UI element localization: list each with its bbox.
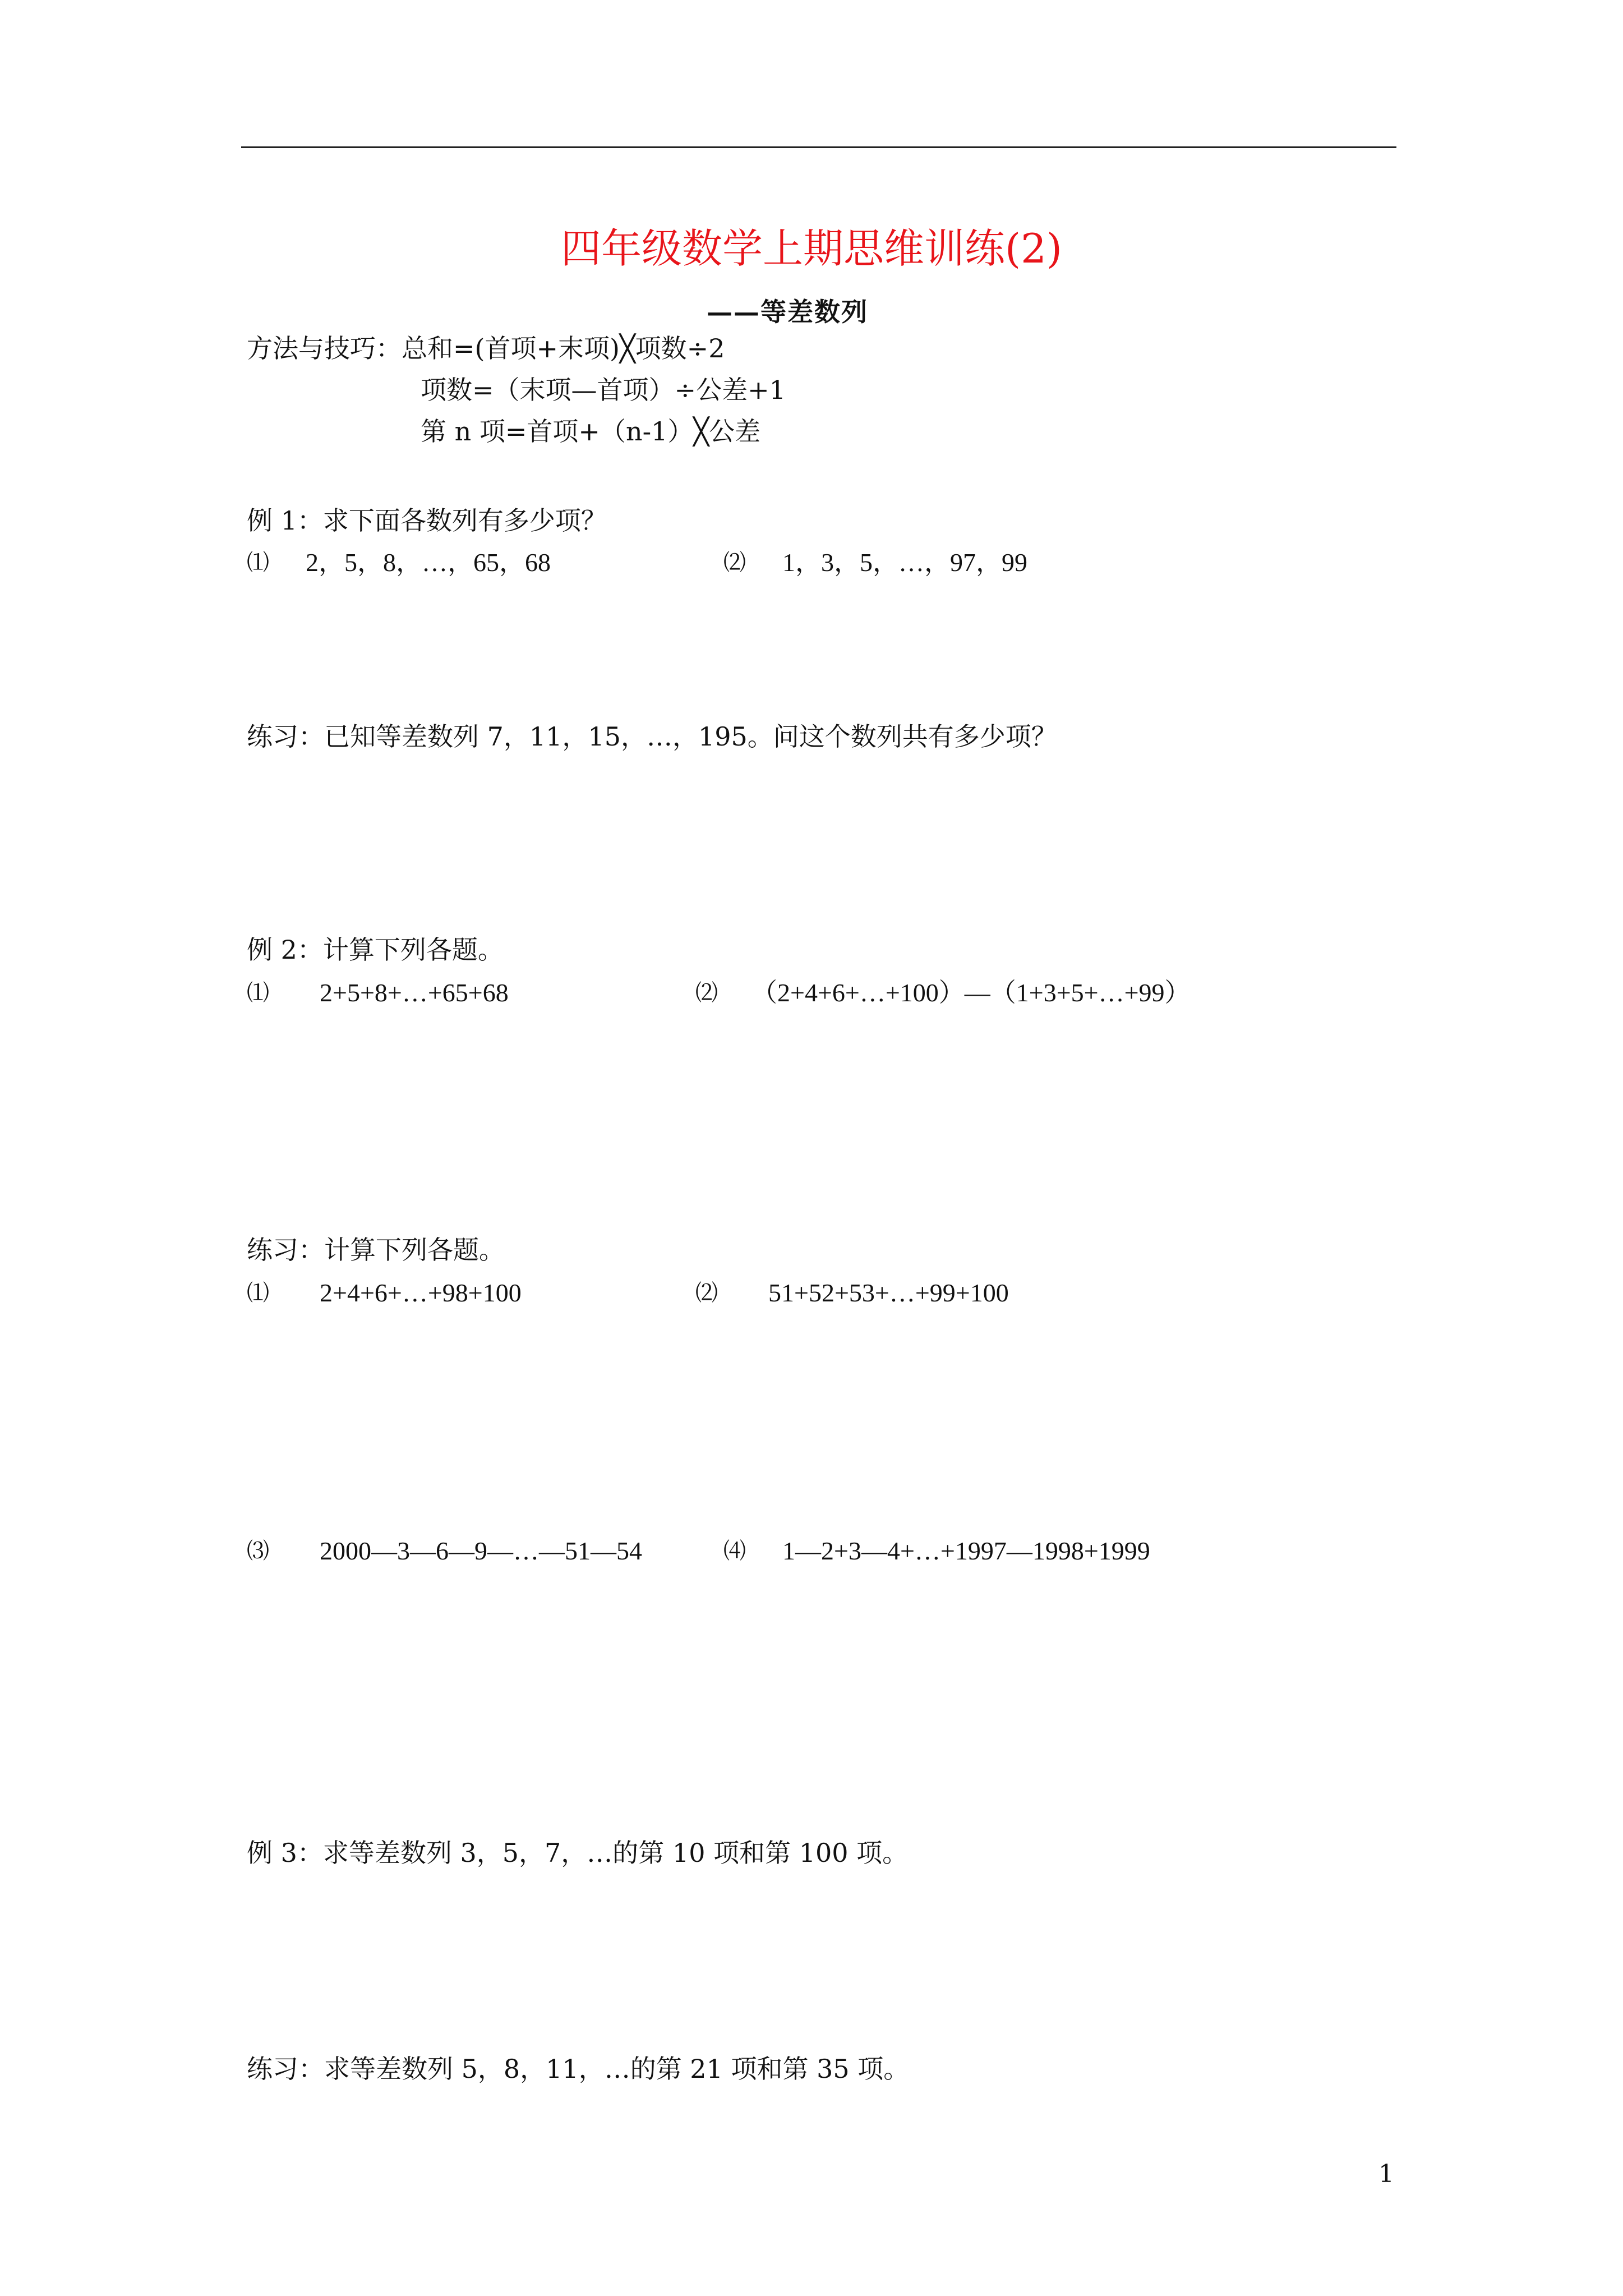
practice-3-heading: 练习：求等差数列 5，8，11，…的第 21 项和第 35 项。 — [247, 2054, 910, 2084]
example-1-heading: 例 1：求下面各数列有多少项？ — [247, 505, 607, 536]
example-2-item-1-text: 2+5+8+…+65+68 — [320, 978, 509, 1007]
example-2-item-2-label: ⑵ — [695, 980, 718, 1006]
practice-2-item-4-text: 1—2+3—4+…+1997—1998+1999 — [782, 1536, 1150, 1565]
method-line-2: 项数=（末项—首项）÷公差+1 — [421, 375, 786, 405]
practice-2-item-3-text: 2000—3—6—9—…—51—54 — [320, 1536, 642, 1565]
example-2-heading: 例 2：计算下列各题。 — [247, 935, 504, 965]
practice-2-item-1-text: 2+4+6+…+98+100 — [320, 1278, 522, 1307]
document-subtitle: ——等差数列 — [707, 297, 868, 327]
page-number: 1 — [1378, 2160, 1394, 2188]
practice-1-heading: 练习：已知等差数列 7，11，15，…，195。问这个数列共有多少项？ — [247, 721, 1057, 752]
method-line-3: 第 n 项=首项+（n-1）╳公差 — [421, 416, 761, 447]
example-1-item-1-text: 2，5，8，…，65，68 — [306, 548, 551, 577]
example-3-heading: 例 3：求等差数列 3，5，7，…的第 10 项和第 100 项。 — [247, 1838, 909, 1868]
example-2-item-1-label: ⑴ — [247, 980, 269, 1006]
practice-2-item-1-label: ⑴ — [247, 1280, 269, 1306]
practice-2-item-4-label: ⑷ — [723, 1538, 746, 1564]
practice-2-item-3-label: ⑶ — [247, 1538, 269, 1564]
example-1-item-1-label: ⑴ — [247, 550, 269, 576]
method-line-1: 方法与技巧：总和=(首项+末项)╳项数÷2 — [247, 333, 725, 364]
example-2-item-2-text: （2+4+6+…+100）—（1+3+5+…+99） — [751, 978, 1191, 1007]
practice-2-item-2-text: 51+52+53+…+99+100 — [768, 1278, 1009, 1307]
header-rule — [241, 146, 1396, 148]
document-title: 四年级数学上期思维训练(2) — [561, 225, 1062, 272]
practice-2-item-2-label: ⑵ — [695, 1280, 718, 1306]
example-1-item-2-label: ⑵ — [723, 550, 746, 576]
practice-2-heading: 练习：计算下列各题。 — [247, 1235, 505, 1265]
example-1-item-2-text: 1，3，5，…，97，99 — [782, 548, 1027, 577]
